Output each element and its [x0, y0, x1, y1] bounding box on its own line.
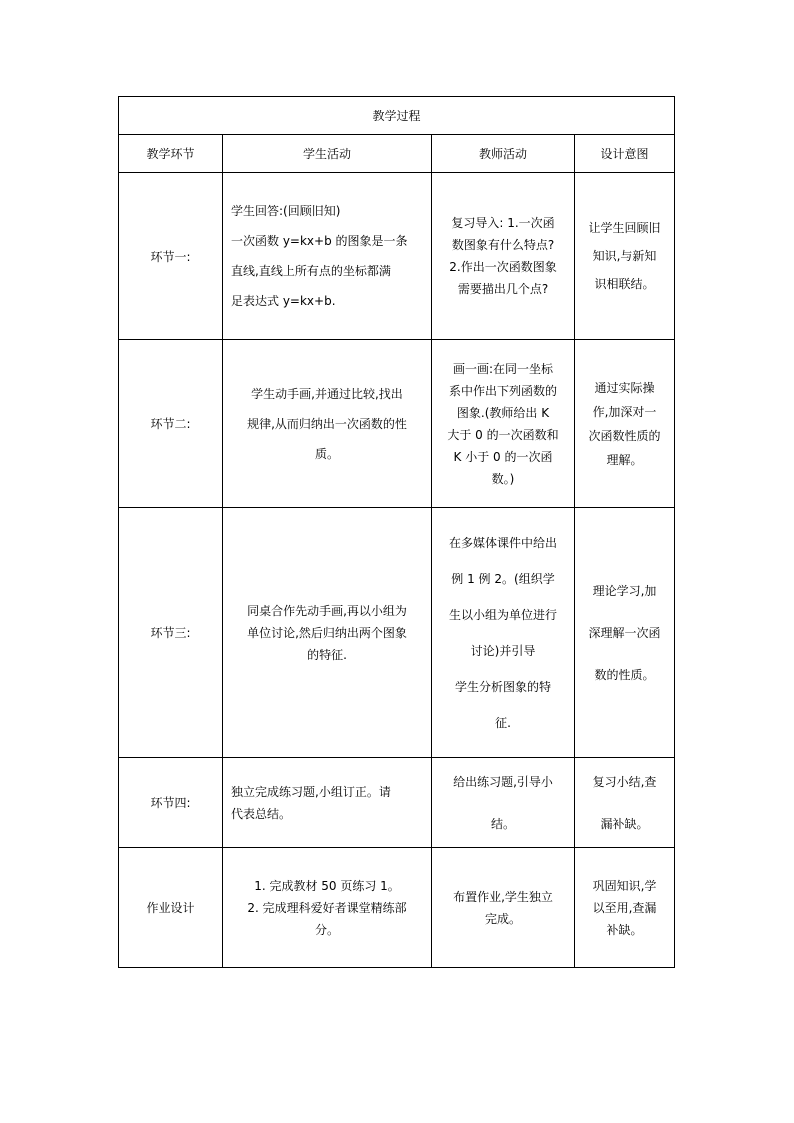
text-line: 系中作出下列函数的: [448, 383, 557, 398]
teacher-cell: [432, 340, 575, 508]
table-row: [119, 340, 675, 508]
text-line: 复习导入: 1.一次函: [451, 216, 555, 230]
text-line: 1. 完成教材 50 页练习 1。: [254, 878, 400, 893]
text-line: 结。: [490, 816, 515, 831]
text-line: 质。: [314, 446, 339, 461]
text-line: 以至用,查漏: [592, 900, 657, 915]
text-line: 巩固知识,学: [592, 878, 657, 893]
intent-cell: [575, 508, 675, 758]
text-line: 理解。: [606, 452, 643, 467]
text-line: 学生动手画,并通过比较,找出: [251, 386, 403, 401]
teacher-cell: [432, 758, 575, 848]
text-line: 补缺。: [606, 922, 643, 937]
text-line: 知识,与新知: [592, 249, 657, 263]
text-line: 理论学习,加: [592, 583, 657, 598]
student-cell: [223, 848, 432, 968]
text-line: 单位讨论,然后归纳出两个图象: [247, 625, 407, 640]
text-line: 在多媒体课件中给出: [448, 535, 557, 550]
text-line: 2.作出一次函数图象: [449, 260, 557, 274]
intent-cell: [575, 340, 675, 508]
text-line: 次函数性质的: [588, 428, 661, 443]
text-line: K 小于 0 的一次函: [453, 449, 553, 464]
text-line: 漏补缺。: [600, 816, 649, 831]
text-line: 复习小结,查: [592, 774, 657, 789]
intent-cell: [575, 758, 675, 848]
student-cell: [223, 758, 432, 848]
text-line: 分。: [314, 922, 339, 937]
text-line: 数。): [491, 471, 515, 486]
text-line: 作,加深对一: [592, 404, 657, 419]
teaching-process-table: [118, 96, 675, 968]
intent-cell: [575, 848, 675, 968]
table-row: [119, 173, 675, 340]
text-line: 让学生回顾旧: [588, 221, 661, 235]
student-cell: [223, 340, 432, 508]
table-row: [119, 758, 675, 848]
stage-cell: 环节四:: [119, 758, 223, 848]
text-line: 布置作业,学生独立: [453, 889, 553, 904]
text-line: 规律,从而归纳出一次函数的性: [247, 416, 407, 431]
text-line: 讨论)并引导: [470, 643, 536, 658]
text-line: 的特征.: [307, 647, 347, 662]
text-line: 代表总结。: [231, 806, 292, 821]
text-line: 一次函数 y=kx+b 的图象是一条: [231, 234, 408, 248]
text-line: 完成。: [484, 911, 521, 926]
text-line: 图象.(教师给出 K: [456, 405, 550, 420]
text-line: 独立完成练习题,小组订正。请: [231, 784, 391, 799]
student-cell: [223, 508, 432, 758]
text-line: 直线,直线上所有点的坐标都满: [231, 264, 391, 278]
text-line: 给出练习题,引导小: [453, 774, 553, 789]
student-cell: [223, 173, 432, 340]
text-line: 同桌合作先动手画,再以小组为: [247, 603, 407, 618]
intent-cell: [575, 173, 675, 340]
table-title: 教学过程: [119, 97, 675, 135]
teacher-cell: [432, 173, 575, 340]
text-line: 需要描出几个点?: [457, 282, 549, 296]
text-line: 征.: [495, 715, 511, 730]
table-row: [119, 848, 675, 968]
text-line: 大于 0 的一次函数和: [447, 427, 559, 442]
header-stage: 教学环节: [119, 135, 223, 173]
header-row: [119, 135, 675, 173]
stage-cell: 环节一:: [119, 173, 223, 340]
text-line: 2. 完成理科爱好者课堂精练部: [247, 900, 407, 915]
text-line: 通过实际操: [594, 380, 655, 395]
stage-cell: 作业设计: [119, 848, 223, 968]
text-line: 深理解一次函: [588, 625, 661, 640]
text-line: 识相联结。: [594, 277, 655, 291]
text-line: 例 1 例 2。(组织学: [451, 571, 555, 586]
text-line: 足表达式 y=kx+b.: [231, 294, 336, 308]
text-line: 学生分析图象的特: [454, 679, 551, 694]
header-intent: 设计意图: [575, 135, 675, 173]
header-teacher: 教师活动: [432, 135, 575, 173]
text-line: 数图象有什么特点?: [451, 238, 555, 252]
teacher-cell: [432, 508, 575, 758]
stage-cell: 环节三:: [119, 508, 223, 758]
table-row: [119, 508, 675, 758]
text-line: 学生回答:(回顾旧知): [231, 204, 341, 218]
text-line: 数的性质。: [594, 667, 655, 682]
text-line: 生以小组为单位进行: [448, 607, 557, 622]
text-line: 画一画:在同一坐标: [452, 361, 554, 376]
teacher-cell: [432, 848, 575, 968]
stage-cell: 环节二:: [119, 340, 223, 508]
header-student: 学生活动: [223, 135, 432, 173]
